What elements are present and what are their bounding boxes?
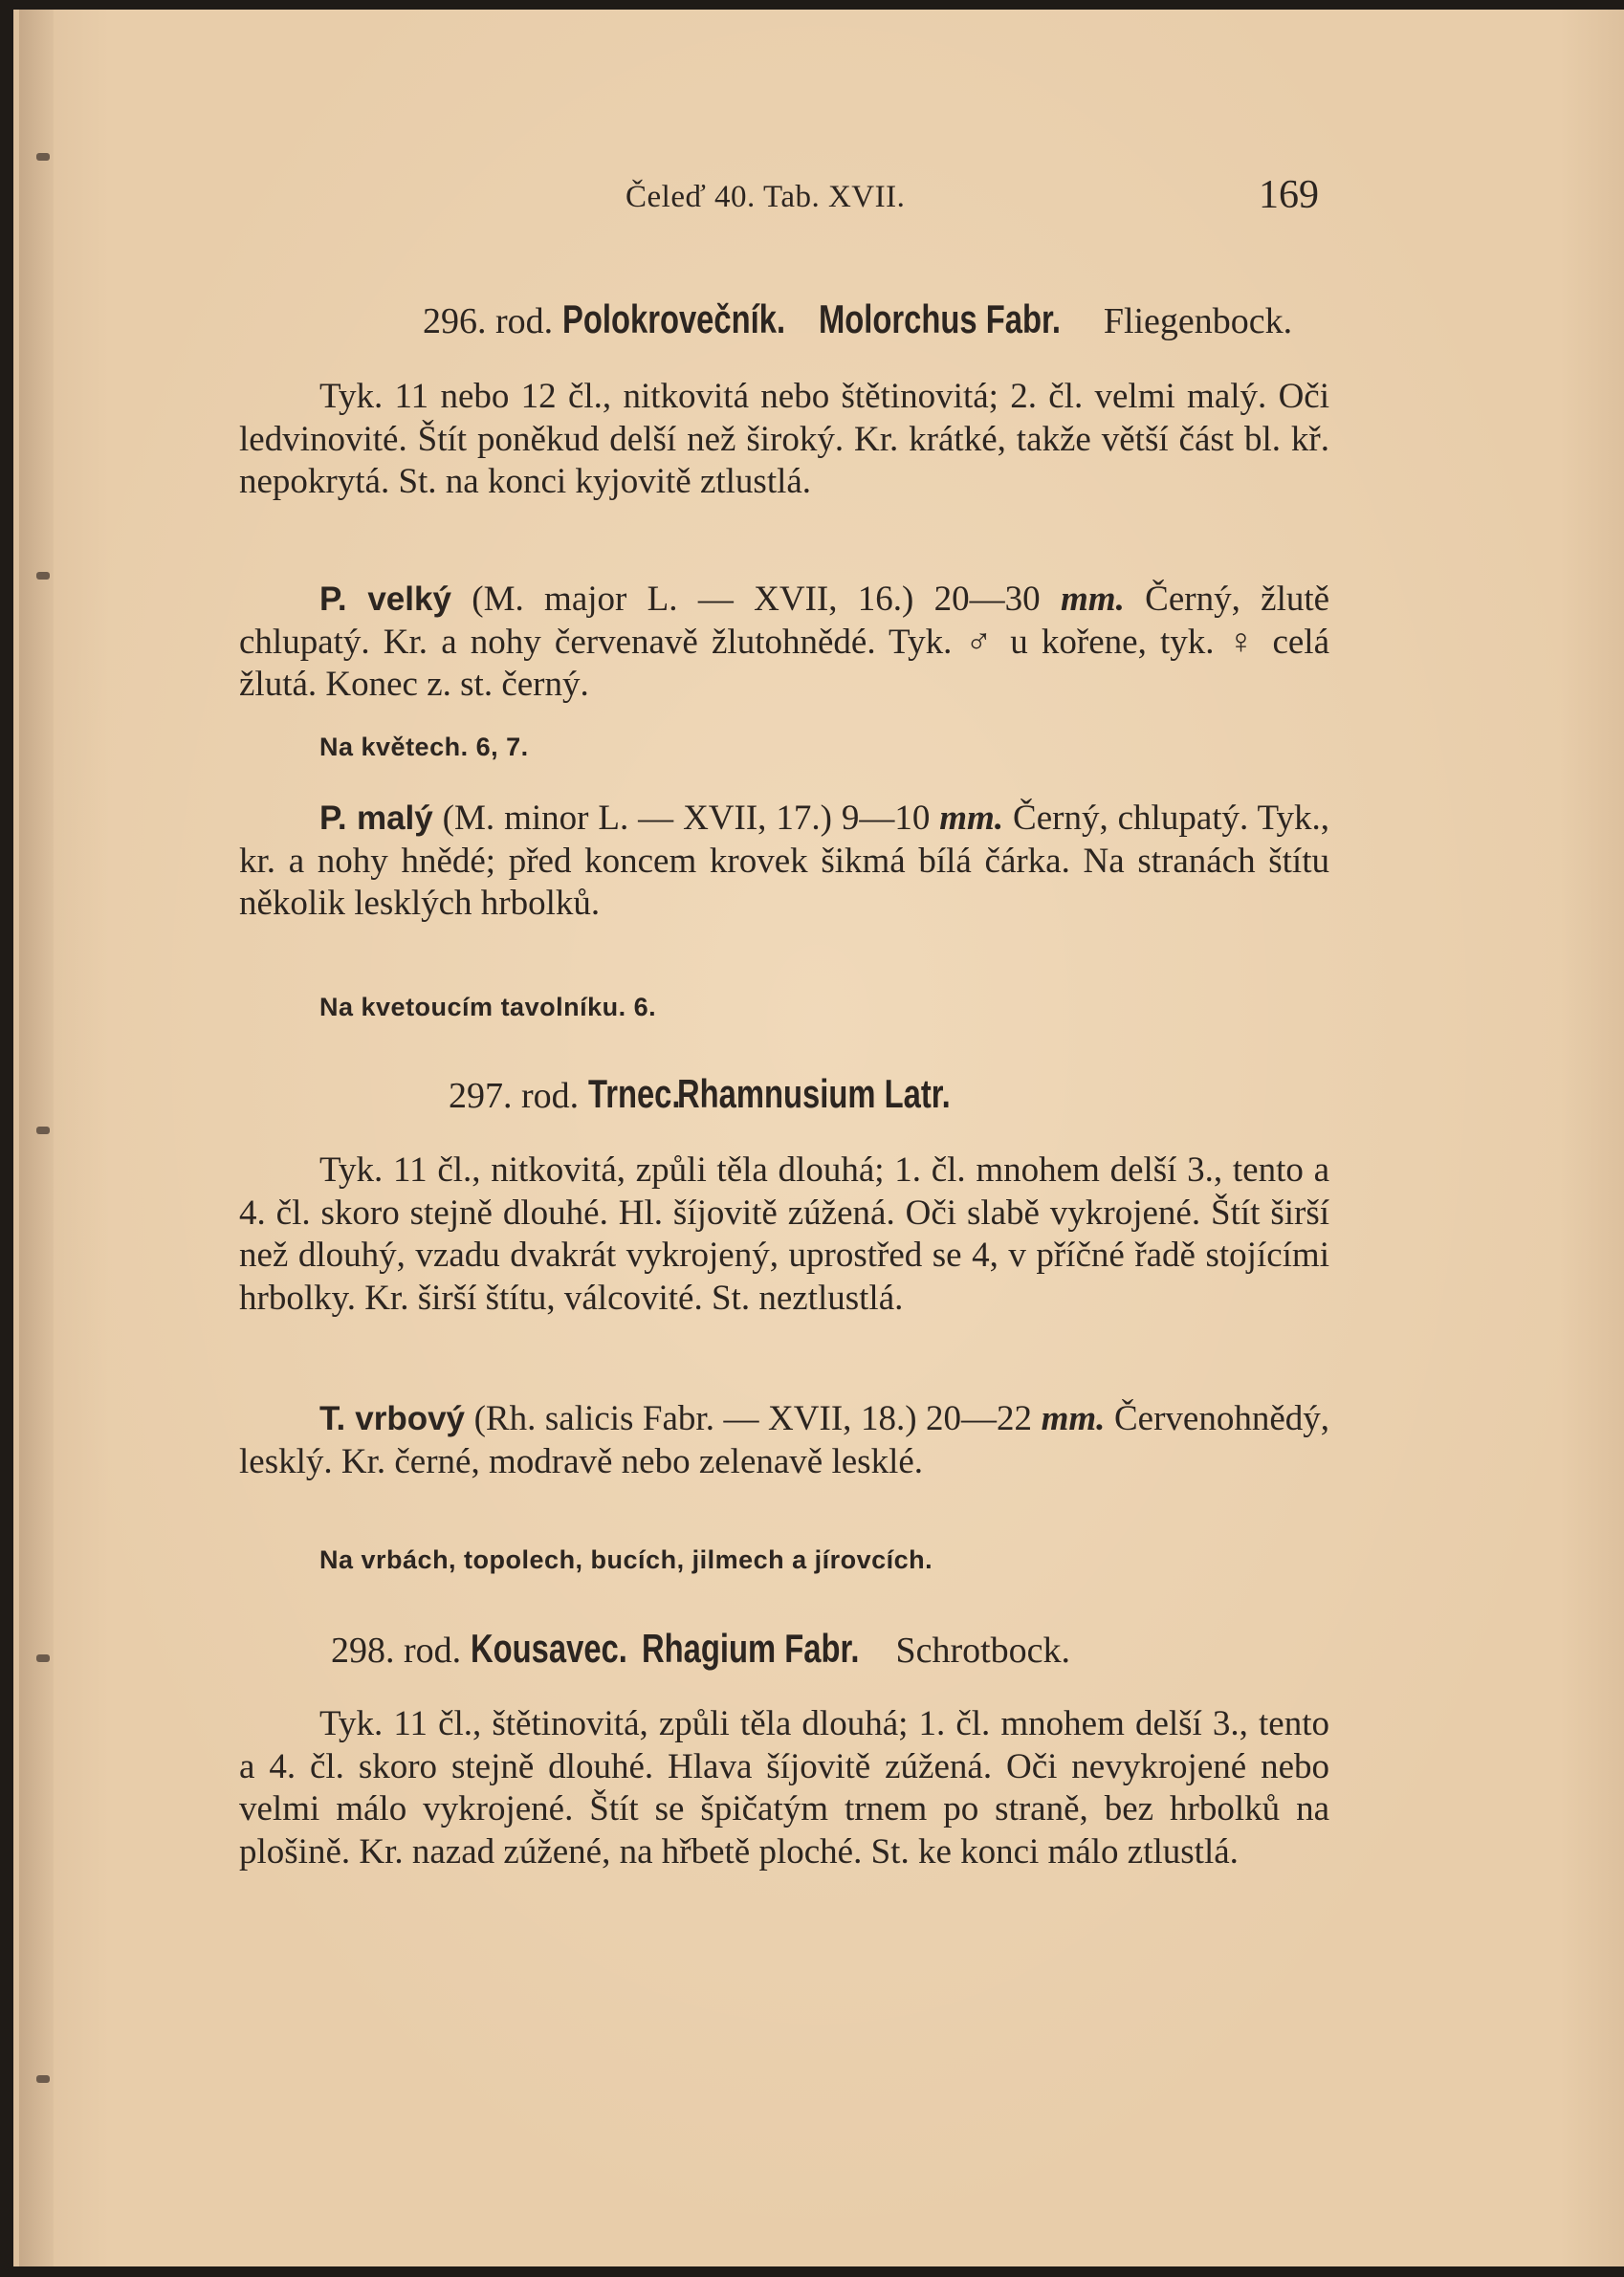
species-name: T. vrbový xyxy=(319,1400,466,1437)
species-habitat-minor: Na kvetoucím tavolníku. 6. xyxy=(319,993,657,1021)
species-name: P. velký xyxy=(319,580,451,618)
genus-description-297: Tyk. 11 čl., nitkovitá, způli těla dlouhá; 1. čl. mnohem delší 3., tento a 4. čl. skoro stejně dlouhé. Hl. šíjovitě zúžená. Oči slabě vykrojené. Štít širší než dlouhý, vzadu dvakrát vykrojený, uprostřed se 4, v příčné řadě stojícími hrbolky. Kr. širší štítu, válcovité. St. neztlustlá. xyxy=(239,1150,1329,1318)
species-reference: (Rh. salicis Fabr. — XVII, 18.) 20—22 xyxy=(473,1399,1033,1438)
genus-latin-name: Rhagium Fabr. xyxy=(642,1626,860,1671)
genus-czech-name: Polokrovečník. xyxy=(561,296,785,341)
size-unit: mm. xyxy=(1041,1399,1106,1438)
genus-heading-298 xyxy=(331,1626,1070,1672)
genus-german-name: Fliegenbock. xyxy=(1103,301,1293,341)
species-entry-major xyxy=(239,579,1329,707)
genus-number: 298. rod. xyxy=(331,1631,462,1671)
genus-heading-297 xyxy=(449,1071,993,1117)
genus-latin-name: Molorchus Fabr. xyxy=(818,296,1061,341)
species-name: P. malý xyxy=(319,799,433,837)
species-description: Černý, žlutě chlupatý. Kr. a nohy červenavě žlutohnědé. Tyk. ♂ u kořene, tyk. ♀ celá žlutá. Konec z. st. černý. xyxy=(239,580,1330,704)
binding-stitch xyxy=(36,153,50,161)
genus-number: 297. rod. xyxy=(449,1076,580,1116)
species-habitat-major: Na květech. 6, 7. xyxy=(319,733,529,761)
binding-stitch xyxy=(36,2075,50,2083)
species-entry-salicis xyxy=(239,1398,1329,1483)
species-reference: (M. major L. — XVII, 16.) 20—30 xyxy=(472,580,1041,619)
binding-stitch xyxy=(36,1127,50,1134)
genus-german-name: Schrotbock. xyxy=(895,1631,1071,1671)
size-unit: mm. xyxy=(1061,580,1125,619)
species-description: Černý, chlupatý. Tyk., kr. a nohy hnědé; před koncem krovek šikmá bílá čárka. Na stranách štítu několik lesklých hrbolků. xyxy=(239,799,1330,923)
species-entry-minor xyxy=(239,798,1329,926)
binding-stitch xyxy=(36,572,50,580)
book-page xyxy=(13,10,1624,2266)
species-reference: (M. minor L. — XVII, 17.) 9—10 xyxy=(442,799,931,838)
page-number: 169 xyxy=(1259,173,1319,217)
binding-edge xyxy=(19,10,54,2266)
running-head: Čeleď 40. Tab. XVII. xyxy=(625,180,906,214)
genus-czech-name: Trnec. xyxy=(587,1071,681,1116)
genus-description-296: Tyk. 11 nebo 12 čl., nitkovitá nebo štětinovitá; 2. čl. velmi malý. Oči ledvinovité. Štít poněkud delší než široký. Kr. krátké, takže větší část bl. kř. nepokrytá. St. na konci kyjovitě ztlustlá. xyxy=(239,377,1329,501)
genus-description-298: Tyk. 11 čl., štětinovitá, způli těla dlouhá; 1. čl. mnohem delší 3., tento a 4. čl. skoro stejně dlouhé. Hlava šíjovitě zúžená. Oči nevykrojené nebo velmi málo vykrojené. Štít se špičatým trnem po straně, bez hrbolků na plošině. Kr. nazad zúžené, na hřbetě ploché. St. ke konci málo ztlustlá. xyxy=(239,1704,1329,1872)
genus-latin-name: Rhamnusium Latr. xyxy=(676,1071,951,1116)
genus-czech-name: Kousavec. xyxy=(470,1626,627,1671)
genus-heading-296 xyxy=(423,296,1292,342)
genus-number: 296. rod. xyxy=(423,301,554,341)
species-description: Červenohnědý, lesklý. Kr. černé, modravě nebo zelenavě lesklé. xyxy=(239,1399,1330,1481)
size-unit: mm. xyxy=(939,799,1004,838)
binding-stitch xyxy=(36,1654,50,1662)
species-habitat-salicis: Na vrbách, topolech, bucích, jilmech a jírovcích. xyxy=(319,1545,933,1574)
